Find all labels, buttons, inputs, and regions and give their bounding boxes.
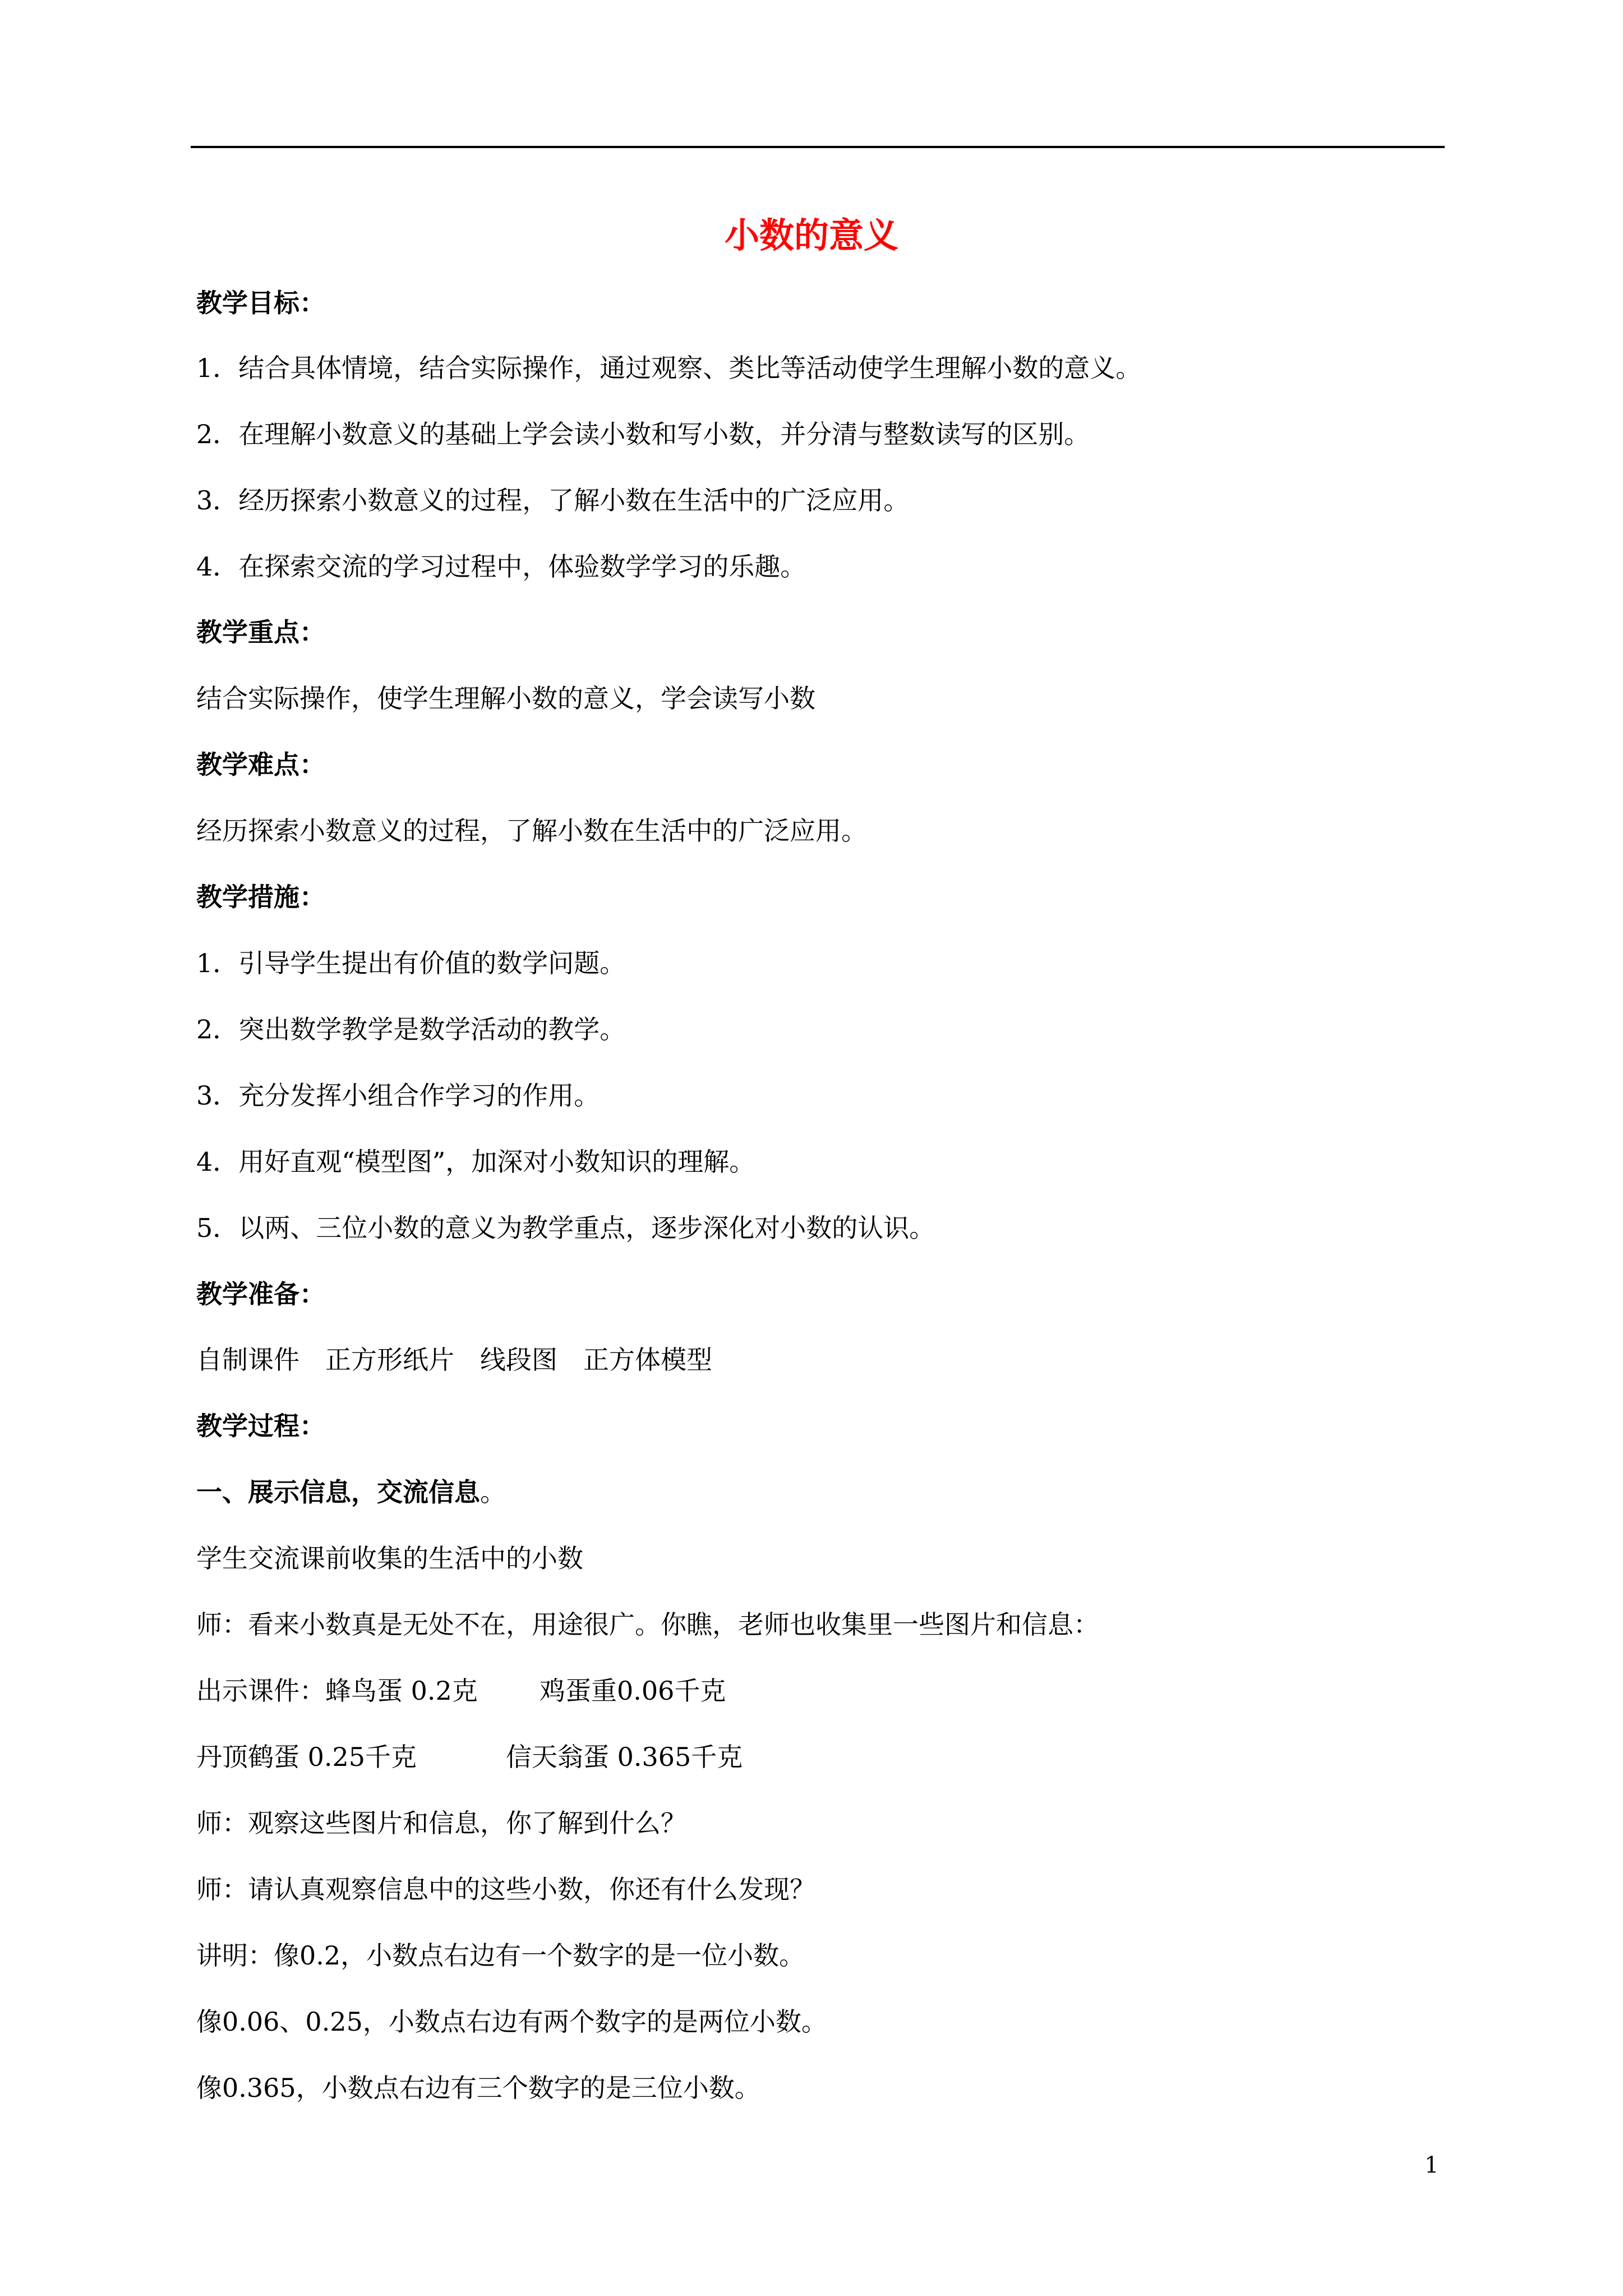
key-points-text: 结合实际操作，使学生理解小数的意义，学会读写小数 xyxy=(196,683,815,714)
slide-info-row xyxy=(196,1737,743,1777)
key-points-heading: 教学重点： xyxy=(196,617,325,647)
process-line: 师：观察这些图片和信息，你了解到什么？ xyxy=(196,1808,686,1838)
measure-item: 4．用好直观“模型图”，加深对小数知识的理解。 xyxy=(196,1147,755,1177)
measure-item: 5．以两、三位小数的意义为教学重点，逐步深化对小数的认识。 xyxy=(196,1213,935,1243)
process-line: 像0.365，小数点右边有三个数字的是三位小数。 xyxy=(196,2073,760,2103)
process-line: 像0.06、0.25，小数点右边有两个数字的是两位小数。 xyxy=(196,2007,827,2037)
process-line: 学生交流课前收集的生活中的小数 xyxy=(196,1543,583,1573)
measure-item: 3．充分发挥小组合作学习的作用。 xyxy=(196,1080,600,1111)
slide-info-item: 信天翁蛋 0.365千克 xyxy=(506,1742,743,1772)
process-line: 讲明：像0.2，小数点右边有一个数字的是一位小数。 xyxy=(196,1940,805,1971)
slide-info-item: 鸡蛋重0.06千克 xyxy=(540,1676,726,1706)
document-title: 小数的意义 xyxy=(724,215,898,256)
measures-heading: 教学措施： xyxy=(196,882,325,912)
page-number: 1 xyxy=(1424,2152,1439,2178)
section-heading-tail: 。 xyxy=(480,1477,506,1507)
slide-info-row xyxy=(196,1671,726,1710)
measure-item: 2．突出数学教学是数学活动的教学。 xyxy=(196,1014,626,1045)
section-heading-bold: 一、展示信息，交流信息 xyxy=(196,1477,480,1507)
preparation-list xyxy=(196,1340,712,1379)
process-line: 师：请认真观察信息中的这些小数，你还有什么发现？ xyxy=(196,1874,815,1904)
objectives-heading: 教学目标： xyxy=(196,288,325,318)
preparation-item: 正方形纸片 xyxy=(325,1345,454,1375)
process-heading: 教学过程： xyxy=(196,1411,325,1441)
objective-item: 1．结合具体情境，结合实际操作，通过观察、类比等活动使学生理解小数的意义。 xyxy=(196,353,1142,383)
objective-item: 2．在理解小数意义的基础上学会读小数和写小数，并分清与整数读写的区别。 xyxy=(196,419,1090,449)
preparation-heading: 教学准备： xyxy=(196,1279,325,1309)
objective-item: 4．在探索交流的学习过程中，体验数学学习的乐趣。 xyxy=(196,551,806,582)
objective-item: 3．经历探索小数意义的过程，了解小数在生活中的广泛应用。 xyxy=(196,485,910,516)
difficulties-heading: 教学难点： xyxy=(196,749,325,780)
process-line: 师：看来小数真是无处不在，用途很广。你瞧，老师也收集里一些图片和信息： xyxy=(196,1609,1099,1640)
preparation-item: 自制课件 xyxy=(196,1345,299,1375)
header-rule xyxy=(191,146,1445,148)
section-heading xyxy=(196,1473,506,1512)
slide-info-item: 丹顶鹤蛋 0.25千克 xyxy=(196,1742,417,1772)
preparation-item: 正方体模型 xyxy=(583,1345,712,1375)
difficulties-text: 经历探索小数意义的过程，了解小数在生活中的广泛应用。 xyxy=(196,816,867,846)
preparation-item: 线段图 xyxy=(480,1345,557,1375)
measure-item: 1．引导学生提出有价值的数学问题。 xyxy=(196,948,626,978)
slide-info-item: 出示课件：蜂鸟蛋 0.2克 xyxy=(196,1676,478,1706)
